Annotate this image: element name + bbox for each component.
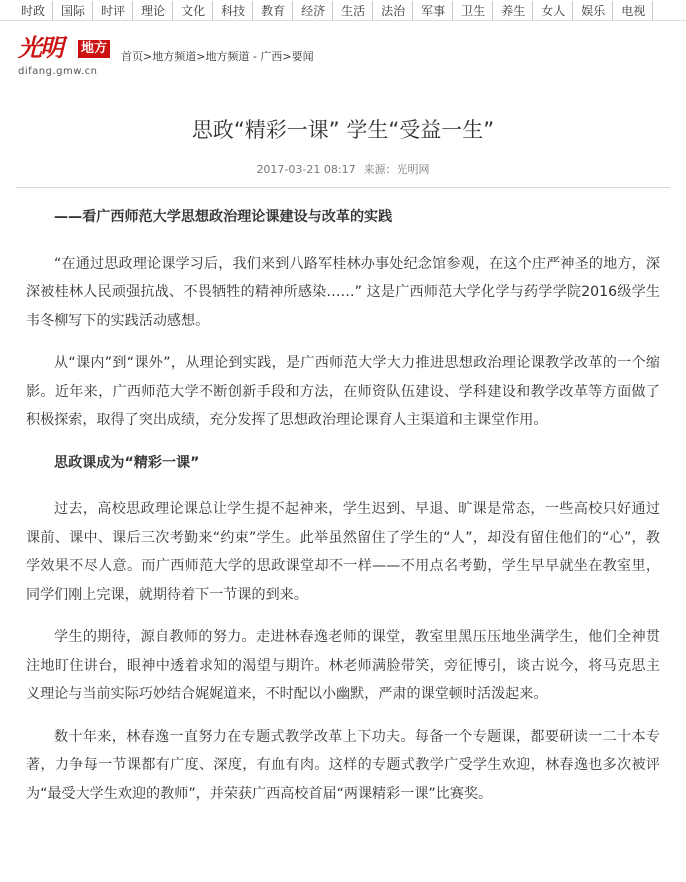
nav-item-economy[interactable]: 经济 <box>293 1 333 21</box>
nav-item-wellness[interactable]: 养生 <box>493 1 533 21</box>
article-paragraph: “在通过思政理论课学习后，我们来到八路军桂林办事处纪念馆参观，在这个庄严神圣的地方，深深被桂林人民顽强抗战、不畏牺牲的精神所感染……” 这是广西师范大学化学与药学学院2016级学生韦冬柳写下的实践活动感想。 <box>26 255 660 329</box>
breadcrumb-separator: > <box>282 50 292 63</box>
nav-item-theory[interactable]: 理论 <box>133 1 173 21</box>
nav-item-women[interactable]: 女人 <box>533 1 573 21</box>
top-nav-bar <box>0 0 686 21</box>
nav-item-tv[interactable]: 电视 <box>613 1 653 21</box>
breadcrumb-local-channel[interactable]: 地方频道 <box>152 50 197 63</box>
article-meta <box>0 160 686 180</box>
article-subtitle: ——看广西师范大学思想政治理论课建设与改革的实践 <box>54 209 393 225</box>
logo-domain: difang.gmw.cn <box>18 66 98 77</box>
article-paragraph: 数十年来，林春逸一直努力在专题式教学改革上下功夫。每备一个专题课，都要研读一二十本专著，力争每一节课都有广度、深度，有血有肉。这样的专题式教学广受学生欢迎，林春逸也多次被评为“最受大学生欢迎的教师”，并荣获广西高校首届“两课精彩一课”比赛奖。 <box>26 728 660 802</box>
breadcrumb <box>121 48 314 64</box>
nav-item-law[interactable]: 法治 <box>373 1 413 21</box>
nav-item-health[interactable]: 卫生 <box>453 1 493 21</box>
nav-item-entertainment[interactable]: 娱乐 <box>573 1 613 21</box>
breadcrumb-home[interactable]: 首页 <box>121 50 143 63</box>
article-paragraph: 从“课内”到“课外”，从理论到实践，是广西师范大学大力推进思想政治理论课教学改革的一个缩影。近年来，广西师范大学不断创新手段和方法，在师资队伍建设、学科建设和教学改革等方面做了积极探索，取得了突出成绩，充分发挥了思想政治理论课育人主渠道和主课堂作用。 <box>26 355 660 428</box>
article-paragraph: 过去，高校思政理论课总让学生提不起神来，学生迟到、早退、旷课是常态，一些高校只好通过课前、课中、课后三次考勤来“约束”学生。此举虽然留住了学生的“人”，却没有留住他们的“心”，教学效果不尽人意。而广西师范大学的思政课堂却不一样——不用点名考勤，学生早早就坐在教室里，同学们刚上完课，就期待着下一节课的到来。 <box>26 501 660 603</box>
breadcrumb-separator: > <box>196 50 206 63</box>
breadcrumb-news[interactable]: 要闻 <box>291 50 314 63</box>
nav-item-international[interactable]: 国际 <box>53 1 93 21</box>
nav-item-commentary[interactable]: 时评 <box>93 1 133 21</box>
title-divider <box>16 187 670 188</box>
nav-item-politics[interactable]: 时政 <box>0 1 53 21</box>
nav-item-culture[interactable]: 文化 <box>173 1 213 21</box>
logo-mark: 光明 <box>18 33 62 62</box>
nav-item-life[interactable]: 生活 <box>333 1 373 21</box>
article-paragraph: 学生的期待，源自教师的努力。走进林春逸老师的课堂，教室里黑压压地坐满学生，他们全神贯注地盯住讲台，眼神中透着求知的渴望与期许。林老师满脸带笑，旁征博引，谈古说今，将马克思主义理论与当前实际巧妙结合娓娓道来，不时配以小幽默，严肃的课堂顿时活泼起来。 <box>26 629 660 702</box>
breadcrumb-guangxi[interactable]: 地方频道 - 广西 <box>205 50 283 63</box>
nav-item-technology[interactable]: 科技 <box>213 1 253 21</box>
logo-channel-label: 地方 <box>78 40 110 58</box>
breadcrumb-separator: > <box>143 50 153 63</box>
site-logo[interactable] <box>18 34 114 80</box>
section-heading: 思政课成为“精彩一课” <box>54 454 200 471</box>
article-date: 2017-03-21 08:17 <box>256 163 356 176</box>
article-title: 思政“精彩一课” 学生“受益一生” <box>191 118 495 142</box>
article-body <box>26 203 660 822</box>
nav-item-education[interactable]: 教育 <box>253 1 293 21</box>
article-source: 来源：光明网 <box>363 163 430 176</box>
site-header <box>0 26 686 82</box>
nav-item-military[interactable]: 军事 <box>413 1 453 21</box>
